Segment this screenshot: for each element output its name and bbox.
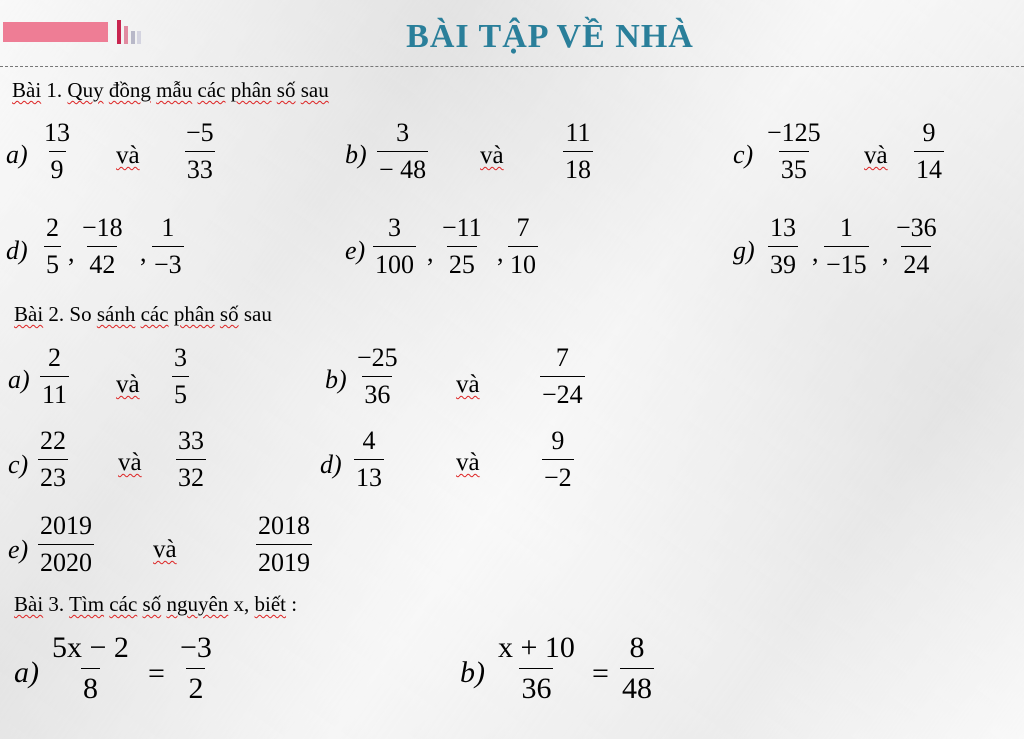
fraction <box>440 215 484 278</box>
item-label: d) <box>6 236 28 265</box>
fraction <box>540 345 585 408</box>
heading-word: Tìm <box>69 592 105 616</box>
fraction <box>373 215 416 278</box>
numerator: 2 <box>48 343 62 372</box>
heading-word: số <box>219 302 239 326</box>
denominator: 13 <box>354 459 384 491</box>
denominator: 25 <box>447 246 477 278</box>
fraction <box>542 428 574 491</box>
denominator: 14 <box>914 151 944 183</box>
item-label: a) <box>14 656 39 689</box>
denominator: 36 <box>519 668 553 704</box>
numerator: −5 <box>186 118 214 147</box>
numerator: 1 <box>839 213 853 242</box>
numerator: 2 <box>46 213 59 242</box>
denominator: 11 <box>40 376 69 408</box>
denominator: 42 <box>87 246 117 278</box>
heading-word: sánh <box>96 302 136 326</box>
fraction <box>894 215 939 278</box>
numerator: 3 <box>174 343 187 372</box>
equals-sign: = <box>148 657 165 690</box>
item-label: e) <box>8 535 29 564</box>
heading-word: sau <box>300 78 329 102</box>
conj-va: và <box>153 536 177 563</box>
denominator: 5 <box>172 376 189 408</box>
item-label: b) <box>460 656 485 689</box>
denominator: 48 <box>620 668 654 704</box>
fraction <box>563 120 593 183</box>
numerator: 2018 <box>258 511 310 540</box>
item-label: a) <box>8 365 30 394</box>
numerator: x + 10 <box>498 631 575 664</box>
numerator: 9 <box>551 426 565 455</box>
denominator: 36 <box>362 376 392 408</box>
comma: , <box>140 238 147 267</box>
numerator: 7 <box>516 213 530 242</box>
conj-va: và <box>480 142 504 169</box>
page-title: BÀI TẬP VỀ NHÀ <box>406 18 694 55</box>
denominator: 8 <box>81 668 100 704</box>
fraction <box>38 428 68 491</box>
denominator: − 48 <box>377 151 428 183</box>
fraction <box>176 428 206 491</box>
fraction <box>377 120 428 183</box>
fraction <box>178 633 214 704</box>
fraction <box>42 120 72 183</box>
bai3-heading <box>14 592 297 617</box>
heading-word: 3. <box>48 592 65 616</box>
fraction <box>508 215 538 278</box>
fraction <box>40 345 69 408</box>
heading-word: : <box>291 592 298 616</box>
numerator: 22 <box>40 426 66 455</box>
conj-va: và <box>864 142 888 169</box>
numerator: 3 <box>396 118 410 147</box>
heading-word: đồng <box>108 78 151 102</box>
heading-word: 1. <box>46 78 63 102</box>
numerator: 4 <box>362 426 376 455</box>
item-label: a) <box>6 140 28 169</box>
numerator: 9 <box>922 118 936 147</box>
comma: , <box>812 238 819 267</box>
heading-word: biết <box>254 592 287 616</box>
numerator: −36 <box>896 213 937 242</box>
denominator: −3 <box>152 246 184 278</box>
fraction <box>80 215 125 278</box>
fraction <box>355 345 400 408</box>
heading-word: Quy <box>67 78 104 102</box>
heading-word: phân <box>173 302 215 326</box>
item-label: b) <box>325 365 347 394</box>
denominator: 35 <box>779 151 809 183</box>
numerator: 11 <box>565 118 591 147</box>
denominator: 5 <box>44 246 61 278</box>
fraction <box>914 120 944 183</box>
fraction <box>768 215 798 278</box>
numerator: −18 <box>82 213 123 242</box>
item-label: g) <box>733 236 755 265</box>
conj-va: và <box>116 142 140 169</box>
heading-word: số <box>142 592 162 616</box>
fraction <box>354 428 384 491</box>
heading-word: nguyên <box>166 592 229 616</box>
heading-word: mẫu <box>156 78 193 102</box>
heading-word: Bài <box>12 78 42 102</box>
numerator: −125 <box>767 118 821 147</box>
comma: , <box>882 238 889 267</box>
numerator: 2019 <box>40 511 92 540</box>
denominator: 2 <box>186 668 205 704</box>
fraction <box>184 120 216 183</box>
heading-word: phân <box>230 78 272 102</box>
heading-word: các <box>109 592 138 616</box>
comma: , <box>497 238 504 267</box>
numerator: −25 <box>357 343 398 372</box>
heading-word: Bài <box>14 302 44 326</box>
comma: , <box>68 238 75 267</box>
numerator: 1 <box>161 213 175 242</box>
fraction <box>824 215 869 278</box>
denominator: 32 <box>176 459 206 491</box>
fraction <box>38 513 94 576</box>
header-divider <box>0 66 1024 67</box>
numerator: 13 <box>44 118 70 147</box>
denominator: 33 <box>185 151 215 183</box>
heading-word: 2. <box>48 302 65 326</box>
fraction <box>496 633 577 704</box>
denominator: 2020 <box>38 544 94 576</box>
numerator: 7 <box>555 343 569 372</box>
item-label: c) <box>8 450 29 479</box>
item-label: d) <box>320 450 342 479</box>
fraction <box>256 513 312 576</box>
fraction <box>172 345 189 408</box>
denominator: 18 <box>563 151 593 183</box>
fraction <box>44 215 61 278</box>
numerator: 13 <box>770 213 796 242</box>
numerator: 3 <box>388 213 401 242</box>
conj-va: và <box>456 449 480 476</box>
denominator: −24 <box>540 376 585 408</box>
bai2-heading <box>14 302 272 327</box>
fraction <box>50 633 131 704</box>
conj-va: và <box>116 371 140 398</box>
conj-va: và <box>118 449 142 476</box>
item-label: c) <box>733 140 754 169</box>
conj-va: và <box>456 371 480 398</box>
comma: , <box>427 238 434 267</box>
equals-sign: = <box>592 657 609 690</box>
heading-word: x, <box>233 592 250 616</box>
item-label: e) <box>345 236 366 265</box>
item-label: b) <box>345 140 367 169</box>
fraction <box>765 120 823 183</box>
denominator: 2019 <box>256 544 312 576</box>
denominator: 10 <box>508 246 538 278</box>
bai1-heading <box>12 78 329 103</box>
heading-word: các <box>140 302 169 326</box>
denominator: 100 <box>373 246 416 278</box>
numerator: −3 <box>180 631 212 664</box>
heading-word: số <box>276 78 296 102</box>
denominator: −2 <box>542 459 574 491</box>
denominator: 23 <box>38 459 68 491</box>
numerator: 5x − 2 <box>52 631 129 664</box>
fraction <box>152 215 184 278</box>
numerator: 33 <box>178 426 204 455</box>
numerator: −11 <box>442 213 482 242</box>
denominator: 24 <box>901 246 931 278</box>
denominator: 39 <box>768 246 798 278</box>
fraction <box>620 633 654 704</box>
heading-word: các <box>197 78 226 102</box>
heading-word: So <box>69 302 92 326</box>
denominator: 9 <box>49 151 66 183</box>
heading-word: Bài <box>14 592 44 616</box>
heading-word: sau <box>243 302 272 326</box>
denominator: −15 <box>824 246 869 278</box>
numerator: 8 <box>629 631 645 664</box>
